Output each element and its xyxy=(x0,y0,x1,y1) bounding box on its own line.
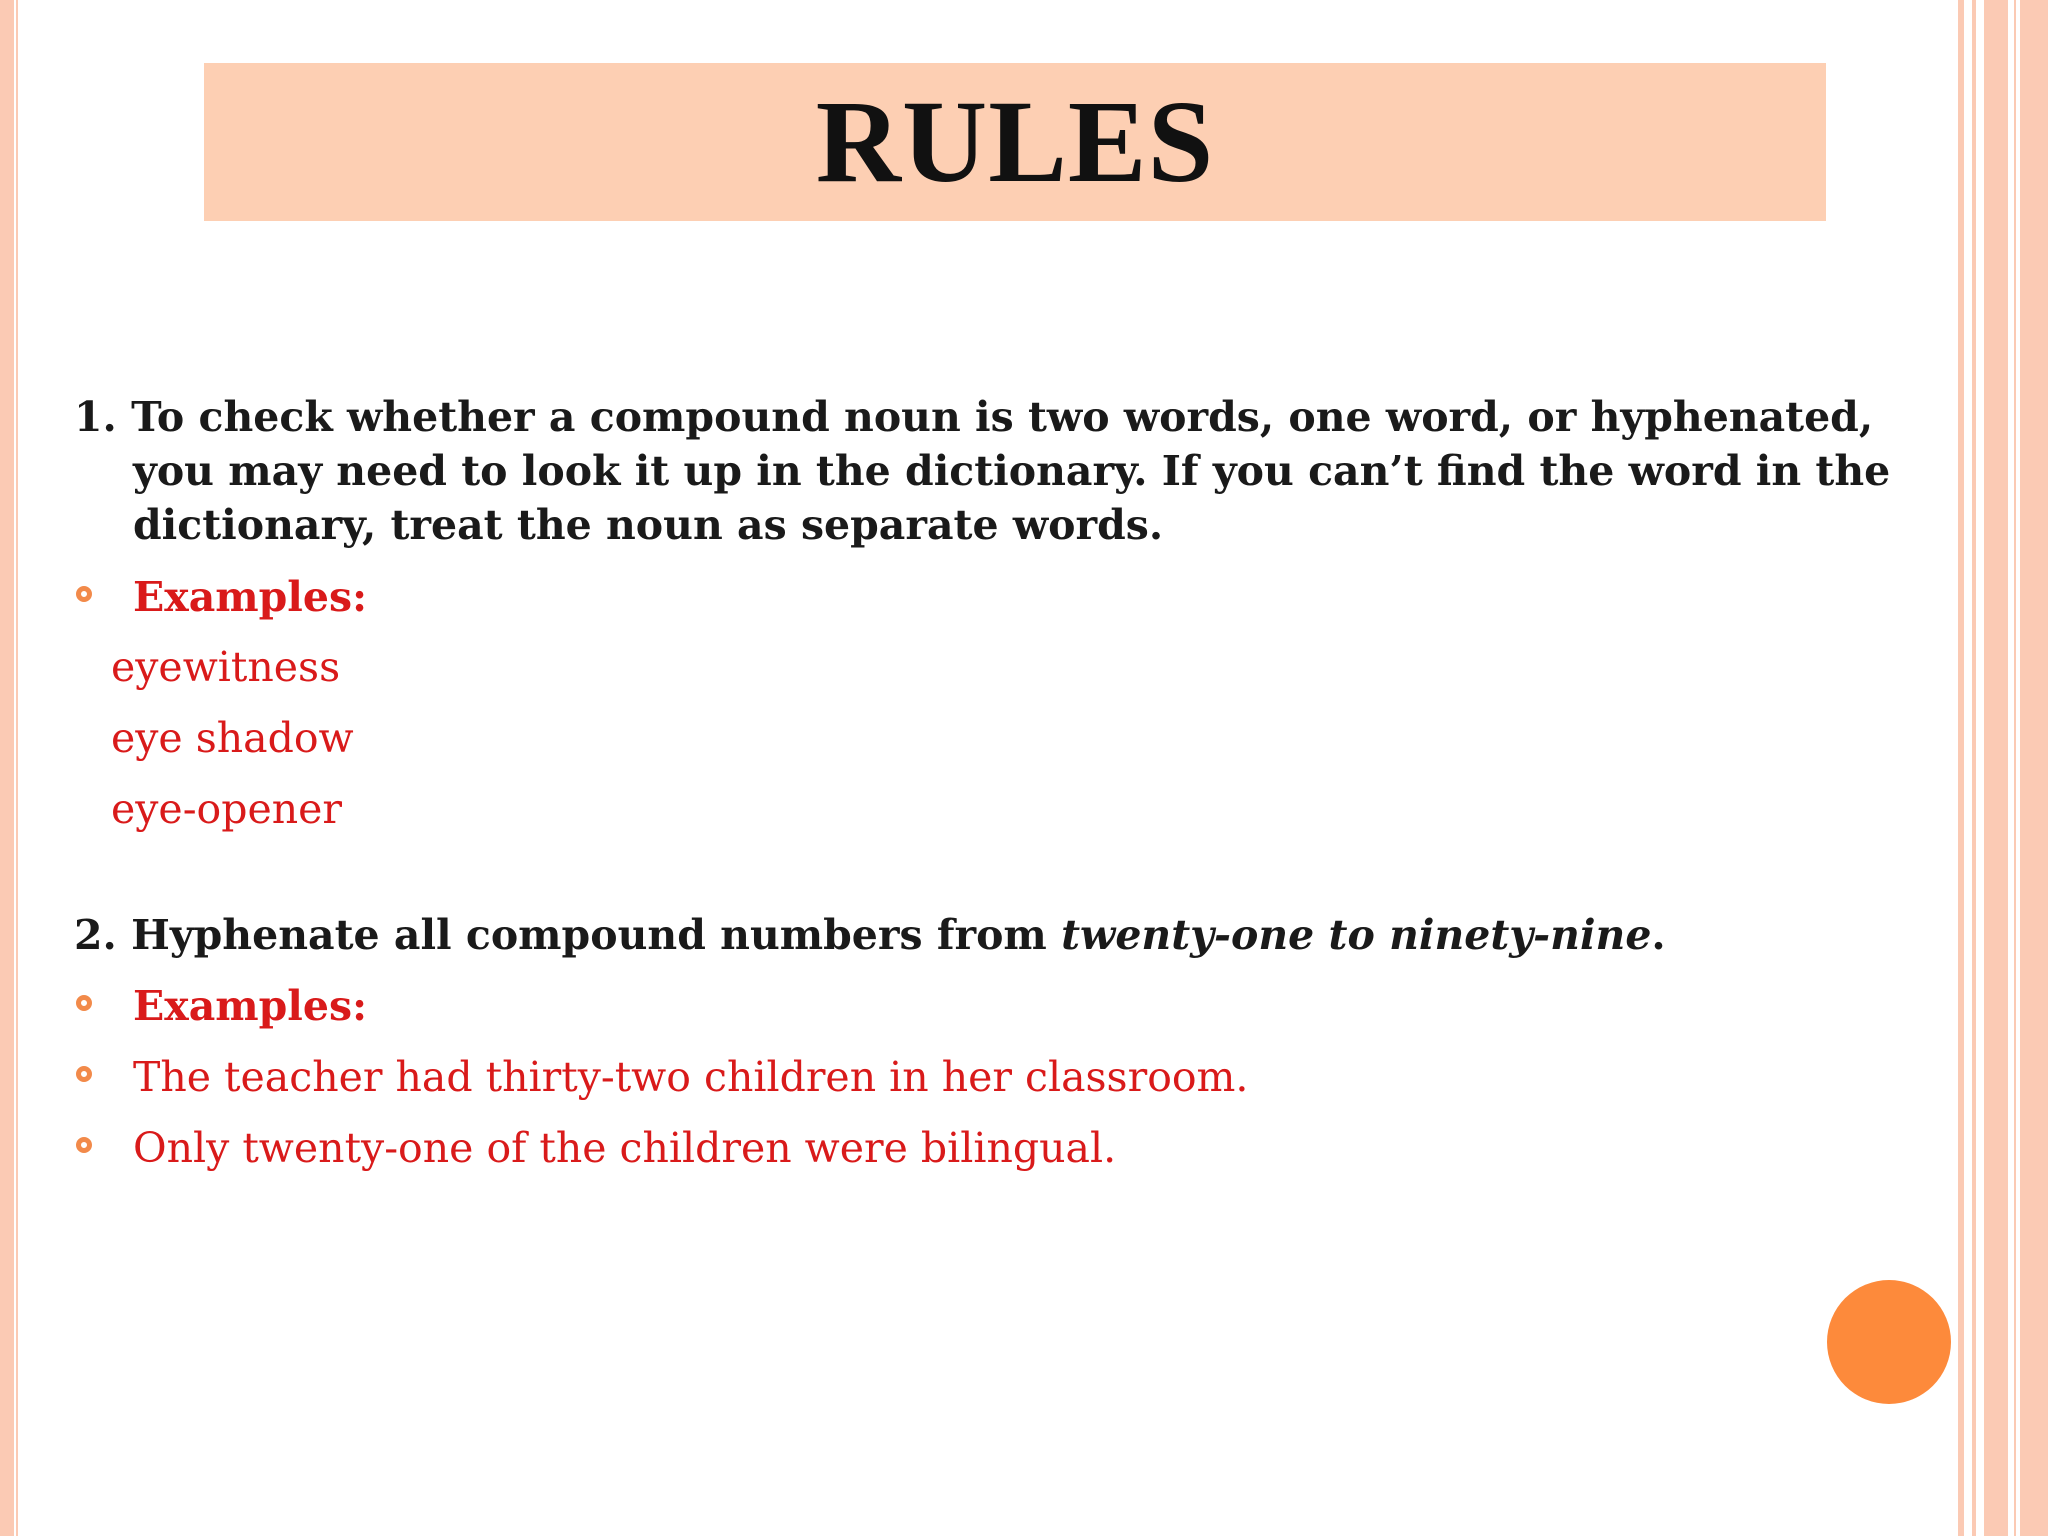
title-band xyxy=(204,63,1826,221)
rule-2-examples-label: Examples: xyxy=(133,982,368,1030)
rule-2-example-1: The teacher had thirty-two children in her classroom. xyxy=(133,1053,1249,1101)
circle-bullet-icon xyxy=(76,995,92,1011)
circle-bullet-icon xyxy=(76,586,92,602)
rule-2-text: 2. Hyphenate all compound numbers from twenty-one to ninety-nine. xyxy=(74,911,1666,959)
rule-1-examples-label-row xyxy=(74,570,1954,624)
slide-content xyxy=(74,390,1954,1175)
rule-2-example-2-row xyxy=(74,1121,1954,1175)
decorative-orange-circle xyxy=(1827,1280,1951,1404)
rule-2-italic-range: twenty-one to ninety-nine xyxy=(1061,911,1652,959)
slide-title: RULES xyxy=(815,76,1215,207)
right-border-stripes xyxy=(1958,0,2048,1536)
rule-1-example-3: eye-opener xyxy=(111,785,343,833)
left-border-line xyxy=(16,0,18,1536)
left-border-stripe xyxy=(0,0,14,1536)
rule-2-example-1-row xyxy=(74,1050,1954,1104)
rule-1-examples-label: Examples: xyxy=(133,573,368,621)
rule-2-examples-label-row xyxy=(74,979,1954,1033)
circle-bullet-icon xyxy=(76,1137,92,1153)
rule-1-example-2: eye shadow xyxy=(111,714,354,762)
circle-bullet-icon xyxy=(76,1066,92,1082)
rule-1-text: 1. To check whether a compound noun is two words, one word, or hyphenated, you may need to look it up in the dictionary. If you can’t find the word in the dictionary, treat the noun as separate words. xyxy=(74,393,1891,549)
rule-1-example-1: eyewitness xyxy=(111,643,341,691)
rule-2-example-2: Only twenty-one of the children were bilingual. xyxy=(133,1124,1117,1172)
